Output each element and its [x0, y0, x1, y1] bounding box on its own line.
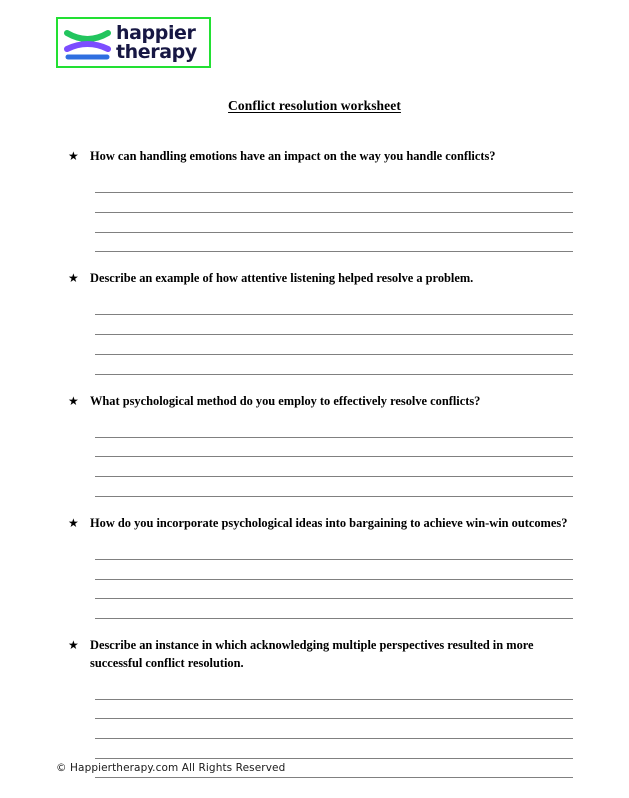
- logo-wordmark: [116, 21, 197, 63]
- question-list: [0, 148, 629, 796]
- answer-area[interactable]: [95, 166, 573, 253]
- question-block: [0, 270, 629, 392]
- answer-line[interactable]: [95, 418, 573, 438]
- page-title: [0, 98, 629, 114]
- answer-line[interactable]: [95, 213, 573, 233]
- question-row: [0, 637, 629, 672]
- answer-area[interactable]: [95, 288, 573, 375]
- answer-line[interactable]: [95, 233, 573, 253]
- question-text: Describe an example of how attentive listening helped resolve a problem.: [90, 271, 474, 286]
- answer-line[interactable]: [95, 680, 573, 700]
- answer-line[interactable]: [95, 719, 573, 739]
- question-spacer: [0, 619, 629, 637]
- answer-line[interactable]: [95, 438, 573, 458]
- answer-line[interactable]: [95, 315, 573, 335]
- question-text: What psychological method do you employ to effectively resolve conflicts?: [90, 393, 481, 408]
- answer-line[interactable]: [95, 599, 573, 619]
- answer-area[interactable]: [95, 410, 573, 497]
- question-text: How can handling emotions have an impact on the way you handle conflicts?: [90, 149, 496, 163]
- question-block: [0, 148, 629, 270]
- copyright-footer: © Happiertherapy.com All Rights Reserved: [56, 762, 286, 774]
- question-row: [0, 270, 629, 288]
- question-row: [0, 515, 629, 533]
- question-text: How do you incorporate psychological ideas into bargaining to achieve win-win outcomes?: [90, 515, 568, 530]
- star-bullet-icon: ★: [68, 393, 79, 408]
- logo-wordmark-line2: therapy: [116, 40, 197, 63]
- answer-line[interactable]: [95, 296, 573, 316]
- answer-area[interactable]: [95, 532, 573, 619]
- answer-line[interactable]: [95, 457, 573, 477]
- answer-line[interactable]: [95, 580, 573, 600]
- answer-line[interactable]: [95, 335, 573, 355]
- question-row: [0, 148, 629, 166]
- question-spacer: [0, 497, 629, 515]
- star-bullet-icon: ★: [68, 638, 79, 652]
- answer-line[interactable]: [95, 540, 573, 560]
- answer-line[interactable]: [95, 700, 573, 720]
- question-block: [0, 515, 629, 637]
- star-bullet-icon: ★: [68, 149, 79, 163]
- question-spacer: [0, 252, 629, 270]
- question-spacer: [0, 778, 629, 796]
- answer-line[interactable]: [95, 560, 573, 580]
- happier-therapy-waves-icon: [63, 23, 112, 63]
- star-bullet-icon: ★: [68, 271, 79, 286]
- logo-wordmark-line1: happier: [116, 21, 196, 44]
- answer-line[interactable]: [95, 355, 573, 375]
- question-text: Describe an instance in which acknowledging multiple perspectives resulted in more successful conflict resolution.: [90, 638, 534, 670]
- question-block: [0, 393, 629, 515]
- star-bullet-icon: ★: [68, 515, 79, 530]
- answer-line[interactable]: [95, 477, 573, 497]
- answer-line[interactable]: [95, 739, 573, 759]
- answer-line[interactable]: [95, 193, 573, 213]
- answer-line[interactable]: [95, 174, 573, 194]
- question-spacer: [0, 375, 629, 393]
- brand-logo: [56, 17, 211, 68]
- question-row: [0, 393, 629, 411]
- page-title-text: Conflict resolution worksheet: [228, 98, 401, 113]
